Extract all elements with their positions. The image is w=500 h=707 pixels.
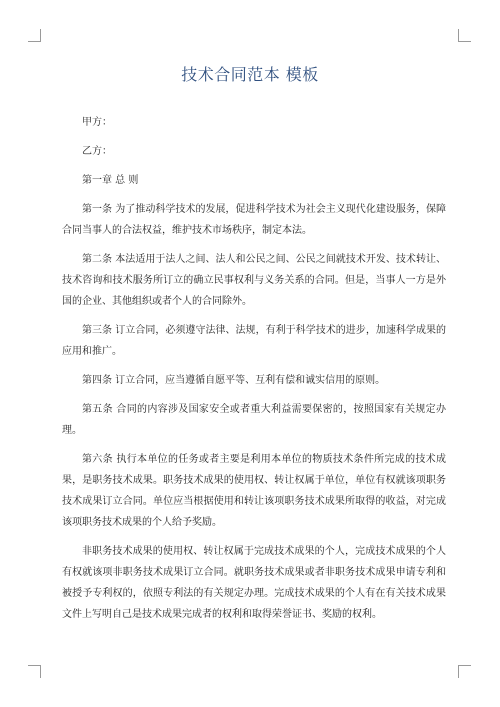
article-5: 第五条 合同的内容涉及国家安全或者重大利益需要保密的，按照国家有关规定办理。 (62, 404, 446, 436)
article-3: 第三条 订立合同，必须遵守法律、法规，有利于科学技术的进步，加速科学成果的应用和推广。 (62, 325, 446, 357)
article-1: 第一条 为了推动科学技术的发展，促进科学技术为社会主义现代化建设服务，保障合同当事人的合法权益，维护技术市场秩序，制定本法。 (62, 204, 446, 236)
document-title: 技术合同范本 模板 (181, 65, 319, 84)
article-4: 第四条 订立合同，应当遵循自愿平等、互利有偿和诚实信用的原则。 (82, 375, 386, 386)
article-6-continued: 非职务技术成果的使用权、转让权属于完成技术成果的个人，完成技术成果的个人有权就该项非职务技术成果订立合同。就职务技术成果或者非职务技术成果申请专利和被授予专利权的，依照专利法的有关规定办理。完成技术成果的个人有在有关技术成果文件上写明自己是技术成果完成者的权利和取得荣誉证书、奖励的权利。 (62, 546, 446, 620)
crop-mark-top-right (458, 29, 471, 42)
chapter-heading: 第一章 总 则 (82, 175, 139, 186)
party-a-label: 甲方： (82, 117, 112, 128)
article-2: 第二条 本法适用于法人之间、法人和公民之间、公民之间就技术开发、技术转让、技术咨询和技术服务所订立的确立民事权利与义务关系的合同。但是，当事人一方是外国的企业、其他组织或者个人的合同除外。 (62, 254, 446, 307)
crop-mark-top-left (28, 29, 41, 42)
crop-mark-bottom-left (28, 665, 41, 678)
party-b-label: 乙方： (82, 146, 112, 157)
document-body (62, 112, 446, 633)
article-6: 第六条 执行本单位的任务或者主要是利用本单位的物质技术条件所完成的技术成果，是职务技术成果。职务技术成果的使用权、转让权属于单位，单位有权就该项职务技术成果订立合同。单位应当根据使用和转让该项职务技术成果所取得的收益，对完成该项职务技术成果的个人给予奖励。 (62, 454, 446, 528)
crop-mark-bottom-right (458, 665, 471, 678)
